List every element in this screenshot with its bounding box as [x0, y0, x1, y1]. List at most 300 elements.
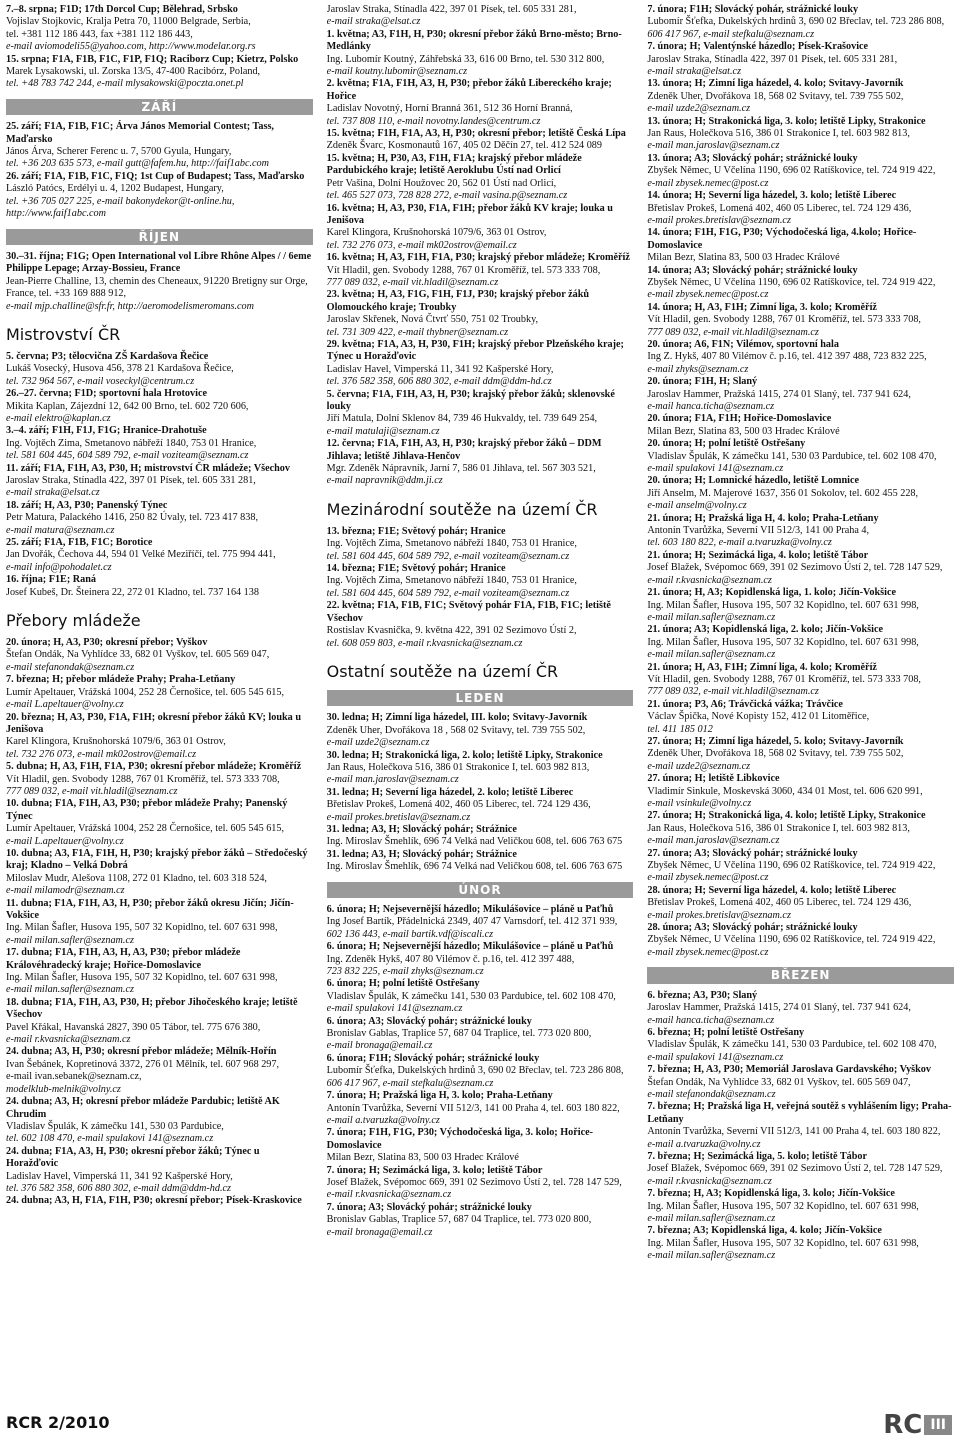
event-title: 30. ledna; H; Zimní liga házedel, III. kolo; Svitavy-Javorník — [326, 712, 588, 724]
event-title: 20. února; F1H, H; Slaný — [647, 376, 758, 388]
event-contact: Bronislav Gablas, Traplice 57, 687 04 Traplice, tel. 773 020 800, — [326, 1028, 592, 1040]
event-title: 20. března; H, A3, P30, F1A, F1H; okresní přebor žáků KV; louka u Jenišova — [6, 711, 301, 735]
event-email: e-mail man.jaroslav@seznam.cz — [326, 774, 459, 786]
event-contact: Vojislav Stojkovic, Kralja Petra 70, 11000 Belgrade, Serbia, — [6, 16, 251, 28]
event-contact: Ing. Milan Šafler, Husova 195, 507 32 Kopidlno, tel. 607 631 998, — [647, 1237, 919, 1249]
event-email: e-mail man.jaroslav@seznam.cz — [647, 835, 780, 847]
event-contact: Ing. Milan Šafler, Husova 195, 507 32 Kopidlno, tel. 607 631 998, — [647, 636, 919, 648]
event-email: e-mail elektro@kaplan.cz — [6, 412, 111, 424]
event-title: 21. února; H; Sezimácká liga, 4. kolo; letiště Tábor — [647, 549, 869, 561]
event-entry — [327, 1127, 634, 1164]
event-email: tel. 608 059 803, e-mail r.kvasnicka@seznam.cz — [326, 637, 523, 649]
event-entry — [327, 78, 634, 128]
month-header: ÚNOR — [327, 882, 634, 898]
event-contact: e-mail ivan.sebanek@seznam.cz, — [6, 1071, 142, 1083]
event-entry — [647, 116, 954, 153]
event-title: 24. dubna; A3, H, P30; okresní přebor mládeže; Mělník-Hořín — [6, 1046, 277, 1058]
event-email: e-mail spulakovi 141@seznam.cz — [326, 1003, 463, 1015]
event-title: 7. února; A3; Slovácký pohár; strážnické louky — [326, 1201, 532, 1213]
event-entry — [6, 500, 313, 537]
event-contact: Marek Lysakowski, ul. Zorska 13/5, 47-400 Racibórz, Poland, — [6, 66, 261, 78]
event-contact: Zbyšek Němec, U Včelína 1190, 696 02 Ratíškovice, tel. 724 919 422, — [647, 165, 936, 177]
event-contact: László Patócs, Erdélyi u. 4, 1202 Budapest, Hungary, — [6, 183, 224, 195]
event-email: e-mail L.apeltauer@volny.cz — [6, 835, 124, 847]
column-middle — [327, 4, 634, 1404]
event-entry — [327, 824, 634, 849]
event-email: e-mail r.kvasnicka@seznam.cz — [647, 1175, 772, 1187]
event-entry — [647, 78, 954, 115]
event-email: e-mail straka@elsat.cz — [6, 487, 100, 499]
event-email: e-mail r.kvasnicka@seznam.cz — [326, 1189, 452, 1201]
event-title: 10. dubna; F1A, F1H, A3, P30; přebor mládeže Prahy; Panenský Týnec — [6, 798, 288, 822]
event-title: 21. února; A3; Kopidlenská liga, 2. kolo; Jičín-Vokšice — [647, 624, 884, 636]
event-entry — [6, 761, 313, 798]
event-contact: Josef Blažek, Svépomoc 669, 391 02 Sezimovo Ústí 2, tel. 728 147 529, — [326, 1176, 622, 1188]
event-entry — [647, 550, 954, 587]
section-heading: Mezinárodní soutěže na území ČR — [326, 499, 598, 519]
event-entry — [647, 624, 954, 661]
event-entry — [6, 1146, 313, 1196]
event-title: 20. února; A6, F1N; Vilémov, sportovní hala — [647, 338, 839, 350]
event-contact: Lukáš Vosecký, Husova 456, 378 21 Kardašova Řečice, — [6, 363, 234, 375]
event-contact: Josef Kubeš, Dr. Šteinera 22, 272 01 Kladno, tel. 737 164 138 — [6, 586, 259, 598]
event-contact: Petr Matura, Palackého 1416, 250 82 Úvaly, tel. 723 417 838, — [6, 512, 259, 524]
event-contact: Lubomír Šťefka, Dukelských hrdinů 3, 690 02 Břeclav, tel. 723 286 808, — [326, 1065, 624, 1077]
event-entry — [327, 438, 634, 488]
event-email: e-mail straka@elsat.cz — [326, 16, 421, 28]
event-title: 25. září; F1A, F1B, F1C; Árva János Memorial Contest; Tass, Maďarsko — [6, 121, 274, 145]
event-entry — [327, 339, 634, 389]
event-entry — [327, 128, 634, 153]
event-entry — [647, 265, 954, 302]
event-contact: Vladislav Špulák, K zámečku 141, 530 03 Pardubice, tel. 602 108 470, — [647, 450, 937, 462]
event-title: 20. února; H, A3, P30; okresní přebor; Vyškov — [6, 637, 208, 649]
event-title: 6. února; F1H; Slovácký pohár; strážnické louky — [326, 1052, 540, 1064]
event-entry — [327, 941, 634, 978]
event-contact: Mgr. Zdeněk Nápravník, Jarní 7, 586 01 Jihlava, tel. 567 303 521, — [326, 463, 596, 475]
event-entry — [6, 898, 313, 948]
event-title: 21. února; P3, A6; Trávčická vážka; Trávčice — [647, 698, 843, 710]
section-heading: Přebory mládeže — [6, 611, 141, 631]
event-email: e-mail spulakovi 141@seznam.cz — [647, 1051, 784, 1063]
event-email: e-mail L.apeltauer@volny.cz — [6, 699, 124, 711]
event-email: e-mail milan.safler@seznam.cz — [647, 611, 776, 623]
event-email: e-mail napravnik@ddm.ji.cz — [326, 475, 443, 487]
event-entry — [647, 302, 954, 339]
event-contact: Břetislav Prokeš, Lomená 402, 460 05 Liberec, tel. 724 129 436, — [647, 202, 912, 214]
page-columns — [6, 4, 954, 1404]
event-contact: Lubomír Šťefka, Dukelských hrdinů 3, 690 02 Břeclav, tel. 723 286 808, — [647, 16, 945, 28]
event-title: 7.–8. srpna; F1D; 17th Dorcol Cup; Bělehrad, Srbsko — [6, 4, 238, 15]
logo-box: III — [924, 1415, 952, 1435]
event-email: e-mail uzde2@seznam.cz — [647, 103, 751, 115]
event-title: 7. března; H; přebor mládeže Prahy; Praha-Letňany — [6, 674, 236, 686]
event-title: 7. února; H; Pražská liga H, 3. kolo; Praha-Letňany — [326, 1090, 553, 1102]
event-contact: tel. +381 112 186 443, fax +381 112 186 443, — [6, 28, 193, 40]
section-heading: Mistrovství ČR — [6, 324, 121, 344]
event-contact: Jaroslav Hammer, Pražská 1415, 274 01 Slaný, tel. 737 941 624, — [647, 388, 911, 400]
event-contact: Zdeněk Švarc, Kosmonautů 167, 405 02 Děčín 27, tel. 412 524 089 — [326, 140, 602, 152]
event-title: 6. února; H; Nejsevernější házedlo; Mikulášovice – pláně u Paťhů — [326, 904, 614, 915]
event-title: 13. března; F1E; Světový pohár; Hranice — [326, 525, 506, 537]
event-email: e-mail bronaga@email.cz — [326, 1040, 433, 1052]
event-email: e-mail straka@elsat.cz — [647, 66, 742, 78]
event-email: tel. 581 604 445, 604 589 792, e-mail voziteam@seznam.cz — [6, 450, 249, 462]
event-title: 6. února; A3; Slovácký pohár; strážnické louky — [326, 1015, 532, 1027]
event-entry — [647, 413, 954, 438]
event-title: 26. září; F1A, F1B, F1C, F1Q; 1st Cup of Budapest; Tass, Maďarsko — [6, 170, 305, 182]
event-email: tel. 602 108 470, e-mail spulakovi 141@seznam.cz — [6, 1133, 214, 1145]
event-title: 14. února; H, A3, F1H; Zimní liga, 3. kolo; Kroměříž — [647, 301, 877, 313]
event-contact: Ivan Šebánek, Kopretinová 3372, 276 01 Mělník, tel. 607 968 297, — [6, 1058, 280, 1070]
event-email: e-mail milan.safler@seznam.cz — [6, 934, 134, 946]
event-contact: Josef Blažek, Svépomoc 669, 391 02 Sezimovo Ústí 2, tel. 728 147 529, — [647, 1163, 943, 1175]
event-contact: Karel Klingora, Krušnohorská 1079/6, 363 01 Ostrov, — [326, 227, 547, 239]
event-entry — [327, 29, 634, 79]
event-contact: Jean-Pierre Challine, 13, chemin des Cheneaux, 91220 Bretigny sur Orge, France, tel. +33 169 888 912, — [6, 275, 308, 300]
event-entry — [327, 289, 634, 339]
event-title: 7. března; H, A3; Kopidlenská liga, 3. kolo; Jičín-Vokšice — [647, 1188, 895, 1200]
event-contact: Lumír Apeltauer, Vrážská 1004, 252 28 Černošice, tel. 605 545 615, — [6, 823, 285, 835]
event-contact: Antonín Tvarůžka, Severní VII 512/3, 141 00 Praha 4, — [647, 525, 870, 537]
event-entry — [647, 1027, 954, 1064]
event-entry — [327, 1016, 634, 1053]
event-contact: Vít Hladil, gen. Svobody 1288, 767 01 Kroměříž, tel. 573 333 708, — [326, 264, 601, 276]
event-entry — [327, 712, 634, 749]
event-entry — [6, 1195, 313, 1207]
event-contact: Jaroslav Straka, Stínadla 422, 397 01 Písek, tel. 605 331 281, — [326, 4, 577, 15]
event-entry — [327, 1202, 634, 1239]
event-contact: Zdeněk Uher, Dvořákova 18 , 568 02 Svitavy, tel. 739 755 502, — [326, 724, 586, 736]
event-contact: Břetislav Prokeš, Lomená 402, 460 05 Liberec, tel. 724 129 436, — [647, 897, 912, 909]
event-contact: Zdeněk Uher, Dvořákova 18, 568 02 Svitavy, tel. 739 755 502, — [647, 90, 904, 102]
month-header: LEDEN — [327, 690, 634, 706]
event-entry — [6, 1046, 313, 1096]
event-entry — [647, 587, 954, 624]
event-title: 6. března; A3, P30; Slaný — [647, 989, 758, 1001]
event-title: 16. května; H, A3, P30, F1A, F1H; přebor žáků KV kraje; louka u Jenišova — [326, 202, 613, 226]
event-contact: Milan Bezr, Slatina 83, 500 03 Hradec Králové — [647, 425, 840, 437]
event-contact: Antonín Tvarůžka, Severní VII 512/3, 141 00 Praha 4, tel. 603 180 822, — [647, 1126, 941, 1138]
event-title: 31. ledna; H; Severní liga házedel, 2. kolo; letiště Liberec — [326, 786, 574, 798]
event-entry — [647, 4, 954, 41]
event-title: 24. dubna; A3, H, F1A, F1H, P30; okresní přebor; Písek-Kraskovice — [6, 1195, 302, 1207]
event-contact: Jan Dvořák, Čechova 44, 594 01 Velké Meziříčí, tel. 775 994 441, — [6, 549, 276, 561]
event-title: 18. září; H, A3, P30; Panenský Týnec — [6, 499, 168, 511]
event-contact: Jiří Matula, Dolní Sklenov 84, 739 46 Hukvaldy, tel. 739 649 254, — [326, 413, 598, 425]
event-title: 6. února; H; polní letiště Ostřešany — [326, 978, 480, 990]
column-right — [647, 4, 954, 1404]
event-email: e-mail hanca.ticha@seznam.cz — [647, 1014, 775, 1026]
event-title: 14. února; F1H, F1G, P30; Východočeská liga, 4.kolo; Hořice-Domoslavice — [647, 227, 917, 251]
event-entry — [6, 1096, 313, 1146]
event-entry — [647, 41, 954, 78]
event-title: 28. února; A3; Slovácký pohár; strážnické louky — [647, 922, 858, 934]
event-email: e-mail anselm@volny.cz — [647, 500, 747, 512]
event-entry — [327, 1090, 634, 1127]
event-email: tel. 581 604 445, 604 589 792, e-mail voziteam@seznam.cz — [326, 587, 570, 599]
event-email: tel. 581 604 445, 604 589 792, e-mail voziteam@seznam.cz — [326, 550, 570, 562]
event-entry — [6, 54, 313, 91]
event-title: 7. března; A3; Kopidlenská liga, 4. kolo; Jičín-Vokšice — [647, 1225, 882, 1237]
event-contact: Ing. Vojtěch Zima, Smetanovo nábřeží 1840, 753 01 Hranice, — [326, 538, 577, 550]
event-contact: Ing. Zdeněk Hykš, 407 80 Vilémov č. p.16, tel. 412 397 488, — [326, 953, 575, 965]
event-email: tel. 731 309 422, e-mail thybner@seznam.cz — [326, 326, 509, 338]
event-title: 2. května; F1A, F1H, A3, H, P30; přebor žáků Libereckého kraje; Hořice — [326, 78, 612, 102]
event-contact: Jiří Anselm, M. Majerové 1637, 356 01 Sokolov, tel. 602 455 228, — [647, 487, 919, 499]
event-email: e-mail zbysek.nemec@post.cz — [647, 946, 769, 958]
event-contact: Vít Hladil, gen. Svobody 1288, 767 01 Kroměříž, tel. 573 333 708, — [647, 314, 921, 326]
event-contact: Ing. Milan Šafler, Husova 195, 507 32 Kopidlno, tel. 607 631 998, — [647, 599, 919, 611]
event-title: 27. února; H; letiště Libkovice — [647, 773, 780, 785]
event-email: tel. 376 582 358, 606 880 302, e-mail ddm@ddm-hd.cz — [326, 376, 552, 388]
event-title: 29. května; F1A, A3, H, P30, F1H; krajský přebor Plzeňského kraje; Týnec u Horažďovic — [326, 338, 624, 363]
event-contact: Antonín Tvarůžka, Severní VII 512/3, 141 00 Praha 4, tel. 603 180 822, — [326, 1102, 620, 1114]
event-contact: Zbyšek Němec, U Včelína 1190, 696 02 Ratíškovice, tel. 724 919 422, — [647, 276, 936, 288]
event-email: e-mail man.jaroslav@seznam.cz — [647, 140, 780, 152]
event-contact: Ladislav Havel, Vimperská 11, 341 92 Kašperské Hory, — [6, 1170, 233, 1182]
event-email: e-mail matura@seznam.cz — [6, 524, 115, 536]
event-contact: Bronislav Gablas, Traplice 57, 687 04 Traplice, tel. 773 020 800, — [326, 1214, 592, 1226]
event-entry — [327, 787, 634, 824]
event-email: tel. +36 203 635 573, e-mail gutt@fafem.hu, http://faif1abc.com — [6, 158, 269, 170]
event-entry — [647, 227, 954, 264]
event-email: 606 417 967, e-mail stefkalu@seznam.cz — [326, 1077, 494, 1089]
month-header: BŘEZEN — [647, 967, 954, 983]
event-entry — [647, 885, 954, 922]
event-contact: Ing. Milan Šafler, Husova 195, 507 32 Kopidlno, tel. 607 631 998, — [6, 972, 278, 984]
event-contact: Vít Hladil, gen. Svobody 1288, 767 01 Kroměříž, tel. 573 333 708, — [647, 673, 921, 685]
month-header: ZÁŘÍ — [6, 99, 313, 115]
event-title: 24. dubna; A3, H; okresní přebor mládeže Pardubic; letiště AK Chrudim — [6, 1096, 280, 1120]
event-title: 11. dubna; F1A, F1H, A3, H, P30; přebor žáků okresu Jičín; Jičín-Vokšice — [6, 897, 294, 921]
event-email: e-mail vsinkule@volny.cz — [647, 798, 752, 809]
event-entry — [6, 997, 313, 1047]
event-email: 723 832 225, e-mail zhyks@seznam.cz — [326, 966, 484, 978]
event-title: 24. dubna; F1A, A3, H, P30; okresní přebor žáků; Týnec u Horažďovic — [6, 1145, 260, 1170]
event-title: 6. února; H; Nejsevernější házedlo; Mikulášovice – pláně u Paťhů — [326, 941, 614, 953]
event-email: tel. 732 276 073, e-mail mk02ostrov@email.cz — [326, 239, 517, 251]
event-entry — [6, 798, 313, 848]
event-email: e-mail milamodr@seznam.cz — [6, 885, 125, 897]
event-contact: Ing. Vojtěch Zima, Smetanovo nábřeží 1840, 753 01 Hranice, — [326, 575, 577, 587]
event-email: tel. 732 964 567, e-mail voseckyl@centrum.cz — [6, 375, 195, 387]
event-contact: Vladislav Špulák, K zámečku 141, 530 03 Pardubice, — [6, 1120, 224, 1132]
event-entry — [6, 947, 313, 997]
event-title: 7. února; F1H; Slovácký pohár, strážnické louky — [647, 4, 859, 15]
column-left — [6, 4, 313, 1404]
event-title: 16. května; H, A3, F1H, F1A, P30; krajský přebor mládeže; Kroměříž — [326, 252, 630, 264]
event-email: 602 136 443, e-mail bartik.vdf@iscali.cz — [326, 928, 494, 940]
event-entry — [6, 4, 313, 54]
event-entry — [6, 463, 313, 500]
event-email: e-mail zhyks@seznam.cz — [647, 363, 749, 375]
event-title: 27. února; H; Strakonická liga, 4. kolo; letiště Lipky, Strakonice — [647, 810, 926, 822]
event-email: e-mail hanca.ticha@seznam.cz — [647, 401, 775, 412]
event-entry — [647, 513, 954, 550]
event-email: e-mail milan.safler@seznam.cz — [6, 984, 134, 996]
event-title: 6. března; H; polní letiště Ostřešany — [647, 1026, 805, 1038]
event-title: 20. února; H; Lomnické házedlo, letiště Lomnice — [647, 475, 859, 487]
event-title: 21. února; H, A3, F1H; Zimní liga, 4. kolo; Kroměříž — [647, 661, 877, 673]
event-entry — [6, 388, 313, 425]
event-entry — [6, 425, 313, 462]
event-contact: Rostislav Kvasnička, 9. května 422, 391 02 Sezimovo Ústí 2, — [326, 625, 577, 637]
event-title: 5. dubna; H, A3, F1H, F1A, P30; okresní přebor mládeže; Kroměříž — [6, 761, 302, 773]
event-entry — [647, 736, 954, 773]
event-entry — [647, 662, 954, 699]
event-title: 5. června; P3; tělocvična ZŠ Kardašova Řečice — [6, 350, 209, 362]
event-title: 13. února; A3; Slovácký pohár; strážnické louky — [647, 152, 858, 164]
event-entry — [327, 750, 634, 787]
event-entry — [6, 848, 313, 898]
event-email: 777 089 032, e-mail vit.hladil@seznam.cz — [647, 326, 819, 338]
event-email: e-mail r.kvasnicka@seznam.cz — [647, 574, 772, 586]
event-contact: Jan Raus, Holečkova 516, 386 01 Strakonice I, tel. 603 982 813, — [647, 822, 910, 834]
event-entry — [327, 389, 634, 439]
event-entry — [647, 376, 954, 413]
event-title: 22. května; F1A, F1B, F1C; Světový pohár F1A, F1B, F1C; letiště Všechov — [326, 600, 611, 624]
event-contact: Břetislav Prokeš, Lomená 402, 460 05 Liberec, tel. 724 129 436, — [326, 799, 591, 811]
event-email: e-mail prokes.bretislav@seznam.cz — [647, 214, 791, 226]
event-entry — [647, 848, 954, 885]
event-contact: Ing. Vojtěch Zima, Smetanovo nábřeží 1840, 753 01 Hranice, — [6, 437, 257, 449]
event-title: 21. února; H, A3; Kopidlenská liga, 1. kolo; Jičín-Vokšice — [647, 587, 897, 599]
event-title: 31. ledna; A3, H; Slovácký pohár; Strážnice — [326, 823, 517, 835]
event-contact: Ing. Milan Šafler, Husova 195, 507 32 Kopidlno, tel. 607 631 998, — [647, 1200, 919, 1212]
event-entry — [6, 171, 313, 221]
logo-text: RC — [883, 1410, 923, 1440]
event-email: tel. 603 180 822, e-mail a.tvaruzka@volny.cz — [647, 537, 832, 549]
event-title: 14. února; A3; Slovácký pohár; strážnické louky — [647, 264, 858, 276]
event-contact: Ing. Milan Šafler, Husova 195, 507 32 Kopidlno, tel. 607 631 998, — [6, 922, 278, 934]
event-entry — [6, 351, 313, 388]
event-entry — [327, 904, 634, 941]
event-entry — [6, 537, 313, 574]
event-email: e-mail milan.safler@seznam.cz — [647, 1250, 776, 1262]
event-contact: Ing. Miroslav Šmehlík, 696 74 Velká nad Veličkou 608, tel. 606 763 675 — [326, 836, 623, 848]
section-heading: Ostatní soutěže na území ČR — [326, 661, 559, 681]
event-title: 15. května; F1H, F1A, A3, H, P30; okresní přebor; letiště Česká Lípa — [326, 128, 626, 140]
event-email: 777 089 032, e-mail vit.hladil@seznam.cz — [326, 276, 499, 288]
event-contact: Petr Vašina, Dolní Houžovec 20, 562 01 Ústí nad Orlicí, — [326, 177, 557, 189]
event-contact: Ladislav Havel, Vimperská 11, 341 92 Kašperské Hory, — [326, 363, 554, 375]
event-entry — [327, 1053, 634, 1090]
event-email: e-mail zbysek.nemec@post.cz — [647, 177, 769, 189]
event-email: tel. 732 276 073, e-mail mk02ostrov@email.cz — [6, 748, 197, 760]
event-entry — [647, 810, 954, 847]
event-title: 7. února; H; Sezimácká liga, 3. kolo; letiště Tábor — [326, 1164, 543, 1176]
event-email: e-mail prokes.bretislav@seznam.cz — [326, 811, 471, 823]
event-email: e-mail r.kvasnicka@seznam.cz — [6, 1034, 131, 1046]
event-entry — [327, 600, 634, 650]
event-email: tel. +48 783 742 244, e-mail mlysakowski@poczta.onet.pl — [6, 78, 244, 90]
event-entry — [647, 1151, 954, 1188]
event-entry — [327, 563, 634, 600]
event-entry — [647, 438, 954, 475]
event-title: 5. června; F1A, F1H, A3, H, P30; krajský přebor žáků; sklenovské louky — [326, 388, 615, 412]
event-entry — [647, 922, 954, 959]
event-contact: Jan Raus, Holečkova 516, 386 01 Strakonice I, tel. 603 982 813, — [326, 761, 590, 773]
event-email: e-mail zbysek.nemec@post.cz — [647, 872, 769, 884]
month-header: ŘÍJEN — [6, 229, 313, 245]
event-title: 7. března; H; Sezimácká liga, 5. kolo; letiště Tábor — [647, 1150, 868, 1162]
event-entry — [327, 849, 634, 874]
event-title: 13. února; H; Strakonická liga, 3. kolo; letiště Lipky, Strakonice — [647, 115, 926, 127]
event-contact: Milan Bezr, Slatina 83, 500 03 Hradec Králové — [647, 252, 840, 264]
event-contact: Ing. Lubomír Koutný, Záhřebská 33, 616 00 Brno, tel. 530 312 800, — [326, 53, 605, 65]
event-contact: Ing Z. Hykš, 407 80 Vilémov č. p.16, tel. 412 397 488, 723 832 225, — [647, 351, 927, 363]
event-email: tel. 376 582 358, 606 880 302, e-mail ddm@ddm-hd.cz — [6, 1182, 231, 1194]
event-email: e-mail uzde2@seznam.cz — [647, 760, 751, 772]
event-title: 27. února; H; Zimní liga házedel, 5. kolo; Svitavy-Javorník — [647, 735, 904, 747]
event-contact: Jaroslav Straka, Stínadla 422, 397 01 Písek, tel. 605 331 281, — [647, 53, 898, 65]
event-entry — [327, 526, 634, 563]
event-email: e-mail uzde2@seznam.cz — [326, 737, 430, 749]
event-contact: Josef Blažek, Svépomoc 669, 391 02 Sezimovo Ústí 2, tel. 728 147 529, — [647, 562, 943, 574]
event-title: 28. února; H; Severní liga házedel, 4. kolo; letiště Liberec — [647, 884, 897, 896]
event-entry — [6, 674, 313, 711]
event-contact: Jaroslav Hammer, Pražská 1415, 274 01 Slaný, tel. 737 941 624, — [647, 1002, 911, 1014]
event-title: 16. října; F1E; Raná — [6, 574, 96, 586]
event-title: 20. února; H; polní letiště Ostřešany — [647, 438, 806, 450]
event-email: modelklub-melnik@volny.cz — [6, 1083, 121, 1095]
event-contact: Milan Bezr, Slatina 83, 500 03 Hradec Králové — [326, 1152, 519, 1164]
event-entry — [6, 712, 313, 762]
event-contact: Ing. Miroslav Šmehlík, 696 74 Velká nad Veličkou 608, tel. 606 763 675 — [326, 861, 623, 873]
event-title: 23. května; H, A3, F1G, F1H, F1J, P30; krajský přebor žáků Olomouckého kraje; Troubky — [326, 289, 590, 313]
event-title: 30. ledna; H; Strakonická liga, 2. kolo; letiště Lipky, Strakonice — [326, 749, 603, 761]
event-contact: Ing Josef Bartík, Přádelnická 2349, 407 47 Varnsdorf, tel. 412 371 939, — [326, 916, 618, 928]
event-entry — [647, 699, 954, 736]
event-email: 777 089 032, e-mail vit.hladil@seznam.cz — [6, 785, 178, 797]
event-email: e-mail info@pohodalet.cz — [6, 561, 112, 573]
event-title: 7. února; H; Valentýnské házedlo; Písek-Krašovice — [647, 41, 869, 53]
event-title: 7. února; F1H, F1G, P30; Východočeská liga, 3. kolo; Hořice-Domoslavice — [326, 1127, 594, 1151]
event-entry — [647, 475, 954, 512]
event-title: 15. května; H, P30, A3, F1H, F1A; krajský přebor mládeže Pardubického kraje; letiště Aeroklubu Ústí nad Orlicí — [326, 152, 582, 177]
event-contact: Václav Špička, Nové Kopisty 152, 412 01 Litoměřice, — [647, 711, 870, 723]
event-email: e-mail spulakovi 141@seznam.cz — [647, 463, 784, 475]
event-email: e-mail koutny.lubomir@seznam.cz — [326, 66, 468, 78]
event-email: e-mail a.tvaruzka@volny.cz — [326, 1114, 440, 1126]
event-entry — [647, 990, 954, 1027]
event-email: 606 417 967, e-mail stefkalu@seznam.cz — [647, 28, 815, 40]
event-title: 14. března; F1E; Světový pohár; Hranice — [326, 563, 506, 575]
event-entry — [647, 1225, 954, 1262]
event-email: e-mail bronaga@email.cz — [326, 1226, 433, 1238]
event-contact: Jan Raus, Holečkova 516, 386 01 Strakonice I, tel. 603 982 813, — [647, 128, 910, 140]
event-entry — [327, 4, 634, 29]
event-entry — [327, 203, 634, 253]
event-title: 3.–4. září; F1H, F1J, F1G; Hranice-Drahotuše — [6, 425, 207, 437]
event-title: 13. února; H; Zimní liga házedel, 4. kolo; Svitavy-Javorník — [647, 78, 904, 90]
event-entry — [327, 153, 634, 203]
event-email: tel. 411 185 012 — [647, 723, 713, 735]
event-email: e-mail milan.safler@seznam.cz — [647, 649, 776, 661]
event-title: 31. ledna; A3, H; Slovácký pohár; Strážnice — [326, 848, 517, 860]
event-contact: Vladislav Špulák, K zámečku 141, 530 03 Pardubice, tel. 602 108 470, — [647, 1039, 937, 1051]
event-entry — [647, 153, 954, 190]
event-email: e-mail prokes.bretislav@seznam.cz — [647, 909, 791, 921]
event-contact: Štefan Ondák, Na Vyhlídce 33, 682 01 Vyškov, tel. 605 569 047, — [647, 1076, 911, 1088]
event-title: 27. února; A3; Slovácký pohár; strážnické louky — [647, 847, 858, 859]
event-entry — [647, 339, 954, 376]
event-email: e-mail mjp.challine@sfr.fr, http://aeromodelismeromans.com — [6, 300, 254, 312]
event-email: e-mail matulaji@seznam.cz — [326, 425, 440, 437]
event-title: 12. června; F1A, F1H, A3, H, P30; krajský přebor žáků – DDM Jihlava; letiště Jihlava-Henčov — [326, 438, 602, 462]
event-email: e-mail stefanondak@seznam.cz — [647, 1088, 776, 1100]
